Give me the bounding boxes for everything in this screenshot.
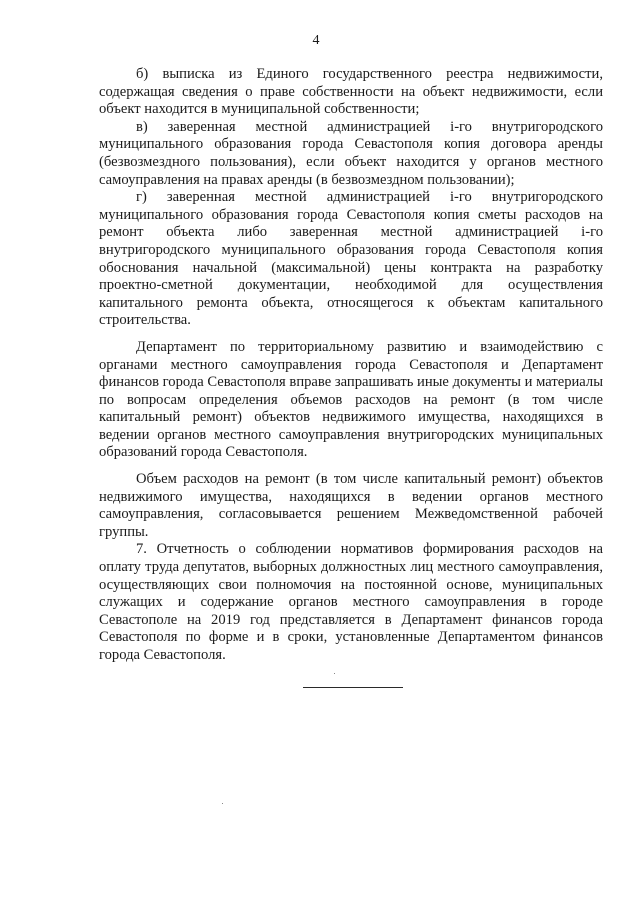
scan-speck xyxy=(334,673,335,674)
page-number: 4 xyxy=(312,33,320,48)
document-body xyxy=(99,66,603,665)
paragraph-7-reporting: 7. Отчетность о соблюдении нормативов формирования расходов на оплату труда депутатов, выборных должностных лиц местного самоуправления, осуществляющих свои полномочия на постоянной основе, муниципальных служащих и содержание органов местного самоуправления в городе Севастополе на 2019 год представляется в Департамент финансов города Севастополя по форме и в сроки, установленные Департаментом финансов города Севастополя. xyxy=(99,541,603,663)
paragraph-departments-request: Департамент по территориальному развитию и взаимодействию с органами местного самоуправления города Севастополя и Департамент финансов города Севастополя вправе запрашивать иные документы и материалы по вопросам определения объемов расходов на ремонт (в том числе капитальный ремонт) объектов недвижимого имущества, находящихся в ведении органов местного самоуправления внутригородских муниципальных образований города Севастополя. xyxy=(99,338,603,461)
paragraph-expense-volume: Объем расходов на ремонт (в том числе капитальный ремонт) объектов недвижимого имущества, находящихся в ведении органов местного самоуправления, согласовывается решением Межведомственной рабочей группы. xyxy=(99,471,603,540)
end-of-text-divider xyxy=(303,687,403,688)
paragraph-v-lease-copy: в) заверенная местной администрацией і-го внутригородского муниципального образования города Севастополя копия договора аренды (безвозмездного пользования), если объект находится у органов местного самоуправления на правах аренды (в безвозмездном пользовании); xyxy=(99,118,603,188)
scan-speck xyxy=(222,803,223,804)
paragraph-b-extract: б) выписка из Единого государственного реестра недвижимости, содержащая сведения о праве собственности на объект недвижимости, если объект находится в муниципальной собственности; xyxy=(99,66,603,118)
paragraph-g-estimate-copy: г) заверенная местной администрацией і-го внутригородского муниципального образования города Севастополя копия сметы расходов на ремонт объекта либо заверенная местной администрацией і-го внутригородского муниципального образования города Севастополя копия обоснования начальной (максимальной) цены контракта на разработку проектно-сметной документации, необходимой для осуществления капитального ремонта объекта, относящегося к объектам капитального строительства. xyxy=(99,189,603,329)
